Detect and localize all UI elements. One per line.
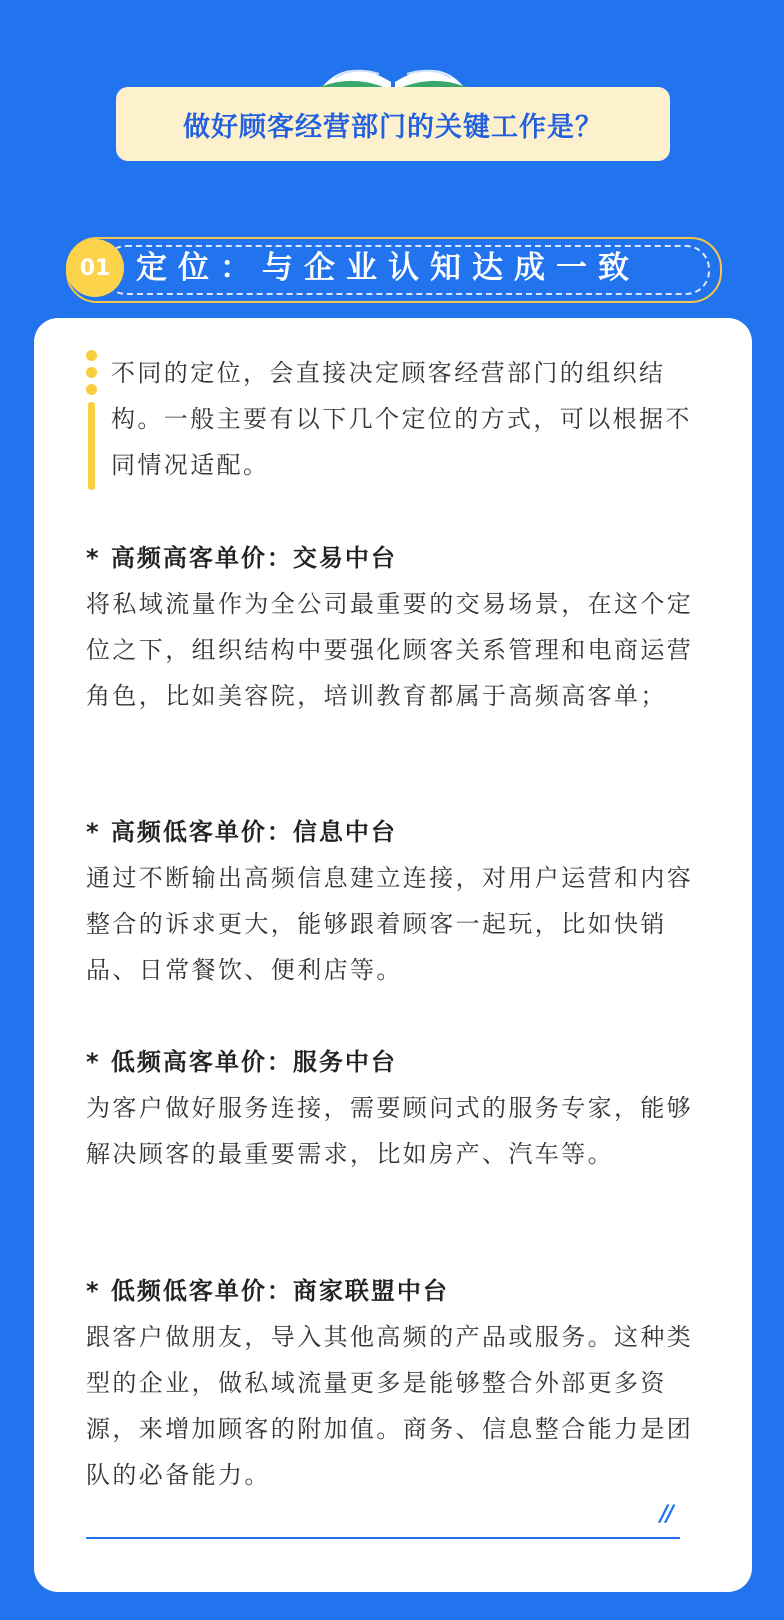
section-number-badge: 01 (66, 239, 124, 297)
item-body: 通过不断输出高频信息建立连接，对用户运营和内容整合的诉求更大，能够跟着顾客一起玩，比如快销品、日常餐饮、便利店等。 (86, 864, 694, 984)
item-heading: * 高频低客单价：信息中台 (86, 818, 397, 846)
title-banner (116, 87, 670, 161)
page-title: 做好顾客经营部门的关键工作是？ (183, 111, 603, 143)
quote-dot (86, 384, 97, 395)
item-body: 将私域流量作为全公司最重要的交易场景，在这个定位之下，组织结构中要强化顾客关系管理和电商运营角色，比如美容院，培训教育都属于高频高客单； (86, 590, 694, 710)
item-heading: * 低频低客单价：商家联盟中台 (86, 1277, 449, 1305)
item-body: 跟客户做朋友，导入其他高频的产品或服务。这种类型的企业，做私域流量更多是能够整合外部更多资源，来增加顾客的附加值。商务、信息整合能力是团队的必备能力。 (86, 1323, 694, 1489)
footer-slash-mark: // (660, 1502, 673, 1527)
quote-dot (86, 367, 97, 378)
footer-divider (86, 1537, 680, 1539)
quote-bar (88, 402, 95, 490)
intro-paragraph: 不同的定位，会直接决定顾客经营部门的组织结构。一般主要有以下几个定位的方式，可以根据不同情况适配。 (111, 359, 692, 479)
item-heading: * 高频高客单价：交易中台 (86, 544, 397, 572)
section-title: 定位：与企业认知达成一致 (136, 250, 640, 286)
item-body: 为客户做好服务连接，需要顾问式的服务专家，能够解决顾客的最重要需求，比如房产、汽车等。 (86, 1094, 694, 1168)
item-heading: * 低频高客单价：服务中台 (86, 1048, 397, 1076)
quote-dot (86, 350, 97, 361)
